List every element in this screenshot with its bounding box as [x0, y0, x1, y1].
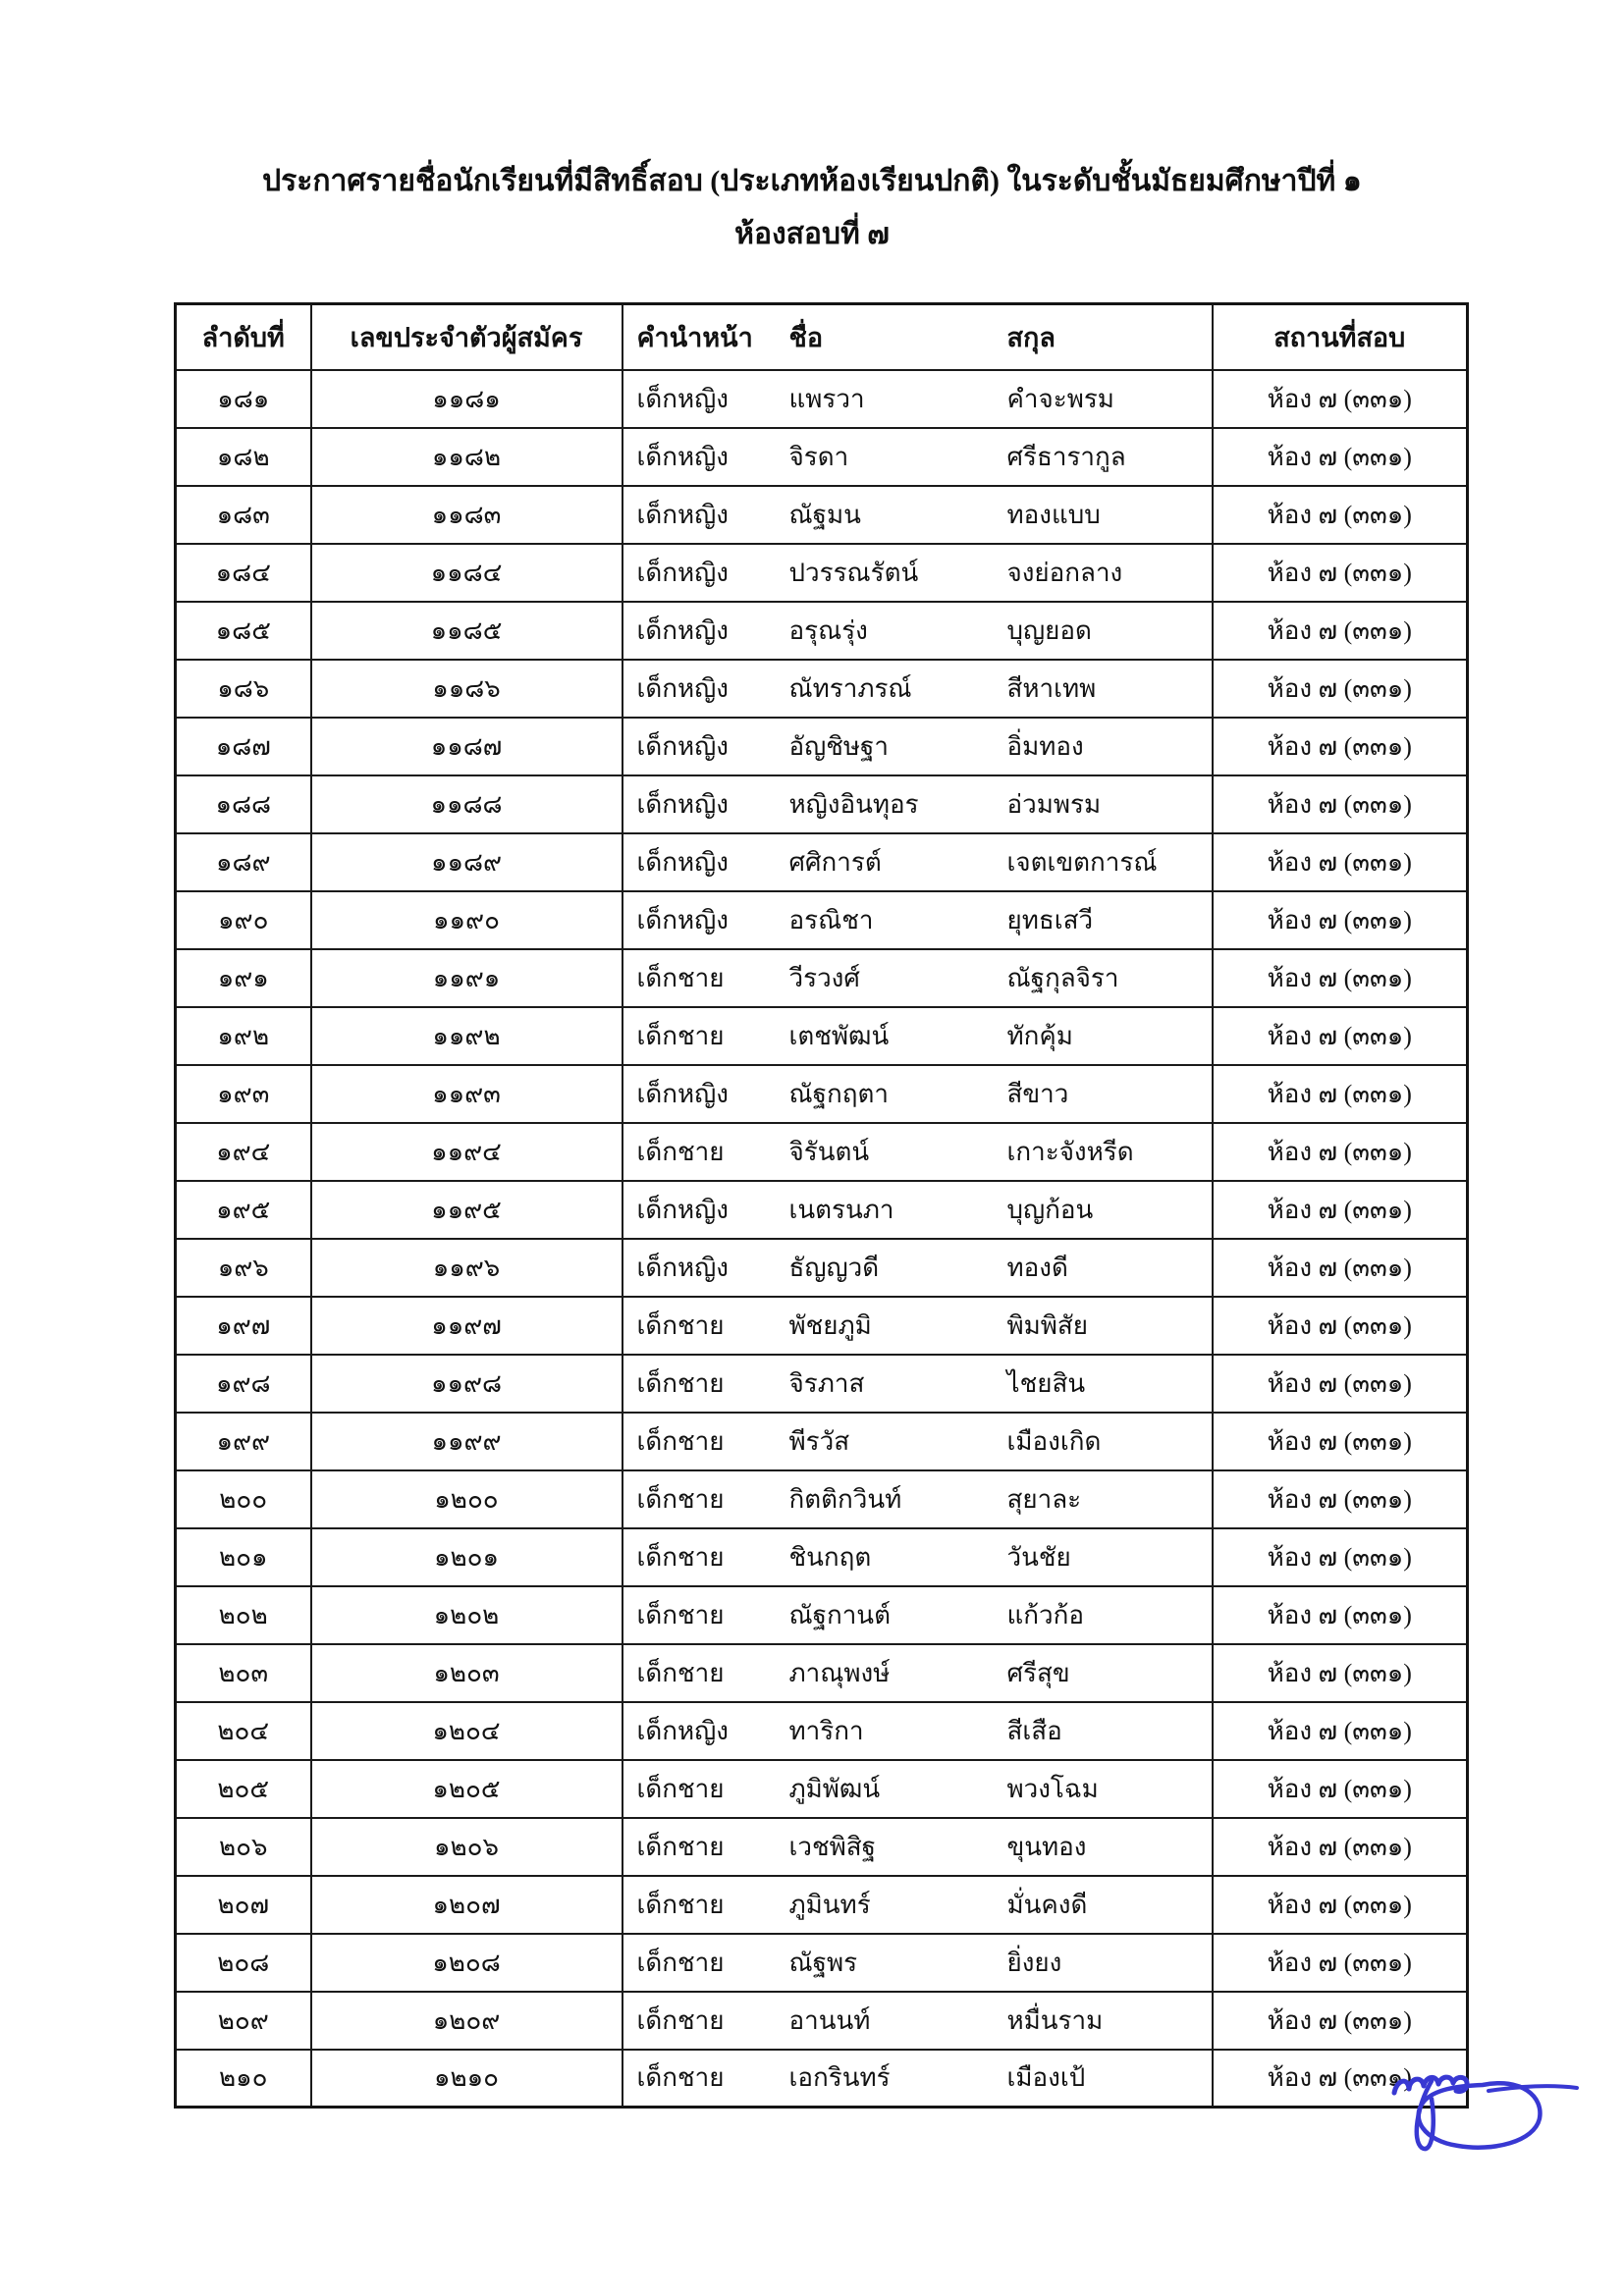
- cell-prefix: เด็กหญิง: [623, 718, 776, 775]
- cell-first-name: ณัฐกานต์: [776, 1586, 994, 1644]
- cell-order: ๑๘๘: [176, 775, 311, 833]
- cell-room: ห้อง ๗ (๓๓๑): [1213, 1702, 1468, 1760]
- table-row: [176, 1876, 1468, 1934]
- cell-order: ๑๙๖: [176, 1239, 311, 1297]
- cell-prefix: เด็กหญิง: [623, 428, 776, 486]
- cell-applicant-id: ๑๑๙๘: [311, 1355, 623, 1413]
- cell-first-name: ธัญญวดี: [776, 1239, 994, 1297]
- cell-order: ๑๘๕: [176, 602, 311, 660]
- cell-applicant-id: ๑๑๘๑: [311, 370, 623, 428]
- cell-last-name: ทักคุ้ม: [994, 1007, 1213, 1065]
- cell-first-name: ณัฐกฤตา: [776, 1065, 994, 1123]
- cell-room: ห้อง ๗ (๓๓๑): [1213, 833, 1468, 891]
- col-header-exam-location: สถานที่สอบ: [1213, 304, 1468, 370]
- cell-prefix: เด็กหญิง: [623, 1239, 776, 1297]
- page-title-line2: ห้องสอบที่ ๗: [734, 218, 890, 250]
- table-row: [176, 1470, 1468, 1528]
- cell-applicant-id: ๑๑๙๙: [311, 1413, 623, 1470]
- cell-order: ๑๙๑: [176, 949, 311, 1007]
- cell-applicant-id: ๑๒๑๐: [311, 2050, 623, 2108]
- cell-room: ห้อง ๗ (๓๓๑): [1213, 486, 1468, 544]
- cell-last-name: บุญก้อน: [994, 1181, 1213, 1239]
- cell-prefix: เด็กหญิง: [623, 891, 776, 949]
- cell-applicant-id: ๑๑๘๗: [311, 718, 623, 775]
- cell-first-name: ปวรรณรัตน์: [776, 544, 994, 602]
- cell-applicant-id: ๑๑๘๘: [311, 775, 623, 833]
- cell-room: ห้อง ๗ (๓๓๑): [1213, 1992, 1468, 2050]
- cell-room: ห้อง ๗ (๓๓๑): [1213, 660, 1468, 718]
- cell-last-name: ยุทธเสวี: [994, 891, 1213, 949]
- cell-prefix: เด็กชาย: [623, 2050, 776, 2108]
- table-row: [176, 660, 1468, 718]
- cell-last-name: บุญยอด: [994, 602, 1213, 660]
- page-title-line1: ประกาศรายชื่อนักเรียนที่มีสิทธิ์สอบ (ประเภทห้องเรียนปกติ) ในระดับชั้นมัธยมศึกษาปีที่ ๑: [262, 165, 1362, 197]
- cell-order: ๑๘๗: [176, 718, 311, 775]
- cell-room: ห้อง ๗ (๓๓๑): [1213, 1181, 1468, 1239]
- table-row: [176, 718, 1468, 775]
- cell-order: ๑๘๑: [176, 370, 311, 428]
- cell-room: ห้อง ๗ (๓๓๑): [1213, 370, 1468, 428]
- cell-first-name: ศศิการต์: [776, 833, 994, 891]
- cell-prefix: เด็กหญิง: [623, 370, 776, 428]
- table-row: [176, 370, 1468, 428]
- table-row: [176, 1123, 1468, 1181]
- cell-room: ห้อง ๗ (๓๓๑): [1213, 1528, 1468, 1586]
- cell-last-name: เมืองเกิด: [994, 1413, 1213, 1470]
- cell-applicant-id: ๑๒๐๑: [311, 1528, 623, 1586]
- table-row: [176, 1239, 1468, 1297]
- cell-prefix: เด็กหญิง: [623, 833, 776, 891]
- table-row: [176, 1528, 1468, 1586]
- cell-prefix: เด็กชาย: [623, 1413, 776, 1470]
- cell-applicant-id: ๑๒๐๒: [311, 1586, 623, 1644]
- cell-room: ห้อง ๗ (๓๓๑): [1213, 428, 1468, 486]
- cell-room: ห้อง ๗ (๓๓๑): [1213, 1644, 1468, 1702]
- cell-prefix: เด็กหญิง: [623, 602, 776, 660]
- cell-applicant-id: ๑๒๐๓: [311, 1644, 623, 1702]
- cell-applicant-id: ๑๑๘๖: [311, 660, 623, 718]
- cell-last-name: หมื่นราม: [994, 1992, 1213, 2050]
- cell-order: ๒๐๔: [176, 1702, 311, 1760]
- cell-prefix: เด็กชาย: [623, 1007, 776, 1065]
- cell-prefix: เด็กหญิง: [623, 1181, 776, 1239]
- cell-order: ๒๐๖: [176, 1818, 311, 1876]
- cell-last-name: ณัฐกุลจิรา: [994, 949, 1213, 1007]
- cell-room: ห้อง ๗ (๓๓๑): [1213, 1297, 1468, 1355]
- cell-room: ห้อง ๗ (๓๓๑): [1213, 1355, 1468, 1413]
- cell-prefix: เด็กชาย: [623, 1123, 776, 1181]
- cell-last-name: แก้วก้อ: [994, 1586, 1213, 1644]
- cell-applicant-id: ๑๒๐๕: [311, 1760, 623, 1818]
- cell-first-name: จิรดา: [776, 428, 994, 486]
- cell-room: ห้อง ๗ (๓๓๑): [1213, 718, 1468, 775]
- cell-first-name: เวชพิสิฐ: [776, 1818, 994, 1876]
- cell-last-name: ทองแบบ: [994, 486, 1213, 544]
- table-row: [176, 1818, 1468, 1876]
- cell-order: ๑๙๙: [176, 1413, 311, 1470]
- cell-first-name: วีรวงศ์: [776, 949, 994, 1007]
- cell-room: ห้อง ๗ (๓๓๑): [1213, 1413, 1468, 1470]
- cell-last-name: อ่วมพรม: [994, 775, 1213, 833]
- cell-last-name: จงย่อกลาง: [994, 544, 1213, 602]
- cell-room: ห้อง ๗ (๓๓๑): [1213, 544, 1468, 602]
- cell-prefix: เด็กชาย: [623, 1934, 776, 1992]
- cell-room: ห้อง ๗ (๓๓๑): [1213, 1876, 1468, 1934]
- table-row: [176, 486, 1468, 544]
- table-row: [176, 1760, 1468, 1818]
- cell-first-name: จิรภาส: [776, 1355, 994, 1413]
- cell-order: ๑๙๓: [176, 1065, 311, 1123]
- cell-order: ๒๐๙: [176, 1992, 311, 2050]
- table-row: [176, 1992, 1468, 2050]
- cell-order: ๒๐๐: [176, 1470, 311, 1528]
- cell-prefix: เด็กชาย: [623, 1586, 776, 1644]
- cell-first-name: ชินกฤต: [776, 1528, 994, 1586]
- cell-room: ห้อง ๗ (๓๓๑): [1213, 1239, 1468, 1297]
- table-row: [176, 1702, 1468, 1760]
- cell-last-name: คำจะพรม: [994, 370, 1213, 428]
- cell-order: ๑๘๙: [176, 833, 311, 891]
- table-row: [176, 1065, 1468, 1123]
- cell-last-name: ศรีธารากูล: [994, 428, 1213, 486]
- table-row: [176, 775, 1468, 833]
- cell-last-name: ยิ่งยง: [994, 1934, 1213, 1992]
- cell-prefix: เด็กชาย: [623, 949, 776, 1007]
- cell-first-name: จิรันตน์: [776, 1123, 994, 1181]
- cell-room: ห้อง ๗ (๓๓๑): [1213, 1586, 1468, 1644]
- cell-prefix: เด็กชาย: [623, 1992, 776, 2050]
- cell-first-name: เอกรินทร์: [776, 2050, 994, 2108]
- cell-prefix: เด็กหญิง: [623, 544, 776, 602]
- cell-last-name: เมืองเป้: [994, 2050, 1213, 2108]
- table-row: [176, 1007, 1468, 1065]
- cell-last-name: สีหาเทพ: [994, 660, 1213, 718]
- table-row: [176, 544, 1468, 602]
- col-header-prefix: คำนำหน้า: [623, 304, 776, 370]
- signature-tail: [1489, 2086, 1577, 2091]
- cell-order: ๑๙๐: [176, 891, 311, 949]
- cell-prefix: เด็กชาย: [623, 1355, 776, 1413]
- cell-first-name: พีรวัส: [776, 1413, 994, 1470]
- cell-first-name: เนตรนภา: [776, 1181, 994, 1239]
- cell-room: ห้อง ๗ (๓๓๑): [1213, 602, 1468, 660]
- table-row: [176, 428, 1468, 486]
- cell-first-name: พัชยภูมิ: [776, 1297, 994, 1355]
- cell-prefix: เด็กชาย: [623, 1644, 776, 1702]
- cell-applicant-id: ๑๒๐๐: [311, 1470, 623, 1528]
- student-roster-table: [174, 302, 1469, 2109]
- cell-first-name: อรุณรุ่ง: [776, 602, 994, 660]
- cell-first-name: ภูมินทร์: [776, 1876, 994, 1934]
- cell-prefix: เด็กหญิง: [623, 1065, 776, 1123]
- cell-order: ๒๑๐: [176, 2050, 311, 2108]
- cell-prefix: เด็กชาย: [623, 1876, 776, 1934]
- cell-applicant-id: ๑๑๙๔: [311, 1123, 623, 1181]
- cell-first-name: ทาริกา: [776, 1702, 994, 1760]
- cell-prefix: เด็กชาย: [623, 1760, 776, 1818]
- table-row: [176, 1586, 1468, 1644]
- cell-first-name: ณัทราภรณ์: [776, 660, 994, 718]
- cell-room: ห้อง ๗ (๓๓๑): [1213, 2050, 1468, 2108]
- cell-room: ห้อง ๗ (๓๓๑): [1213, 949, 1468, 1007]
- cell-applicant-id: ๑๑๘๙: [311, 833, 623, 891]
- cell-applicant-id: ๑๒๐๘: [311, 1934, 623, 1992]
- cell-first-name: ภาณุพงษ์: [776, 1644, 994, 1702]
- table-body: [176, 370, 1468, 2108]
- cell-first-name: เตชพัฒน์: [776, 1007, 994, 1065]
- cell-applicant-id: ๑๑๘๒: [311, 428, 623, 486]
- cell-order: ๑๘๓: [176, 486, 311, 544]
- cell-room: ห้อง ๗ (๓๓๑): [1213, 1470, 1468, 1528]
- cell-applicant-id: ๑๒๐๗: [311, 1876, 623, 1934]
- cell-applicant-id: ๑๑๘๓: [311, 486, 623, 544]
- cell-first-name: กิตติกวินท์: [776, 1470, 994, 1528]
- cell-order: ๑๘๔: [176, 544, 311, 602]
- col-header-last-name: สกุล: [994, 304, 1213, 370]
- cell-order: ๑๙๔: [176, 1123, 311, 1181]
- cell-prefix: เด็กหญิง: [623, 1702, 776, 1760]
- cell-order: ๑๙๒: [176, 1007, 311, 1065]
- cell-prefix: เด็กหญิง: [623, 486, 776, 544]
- cell-last-name: วันชัย: [994, 1528, 1213, 1586]
- cell-prefix: เด็กชาย: [623, 1470, 776, 1528]
- cell-last-name: พิมพิสัย: [994, 1297, 1213, 1355]
- cell-room: ห้อง ๗ (๓๓๑): [1213, 1934, 1468, 1992]
- cell-applicant-id: ๑๑๙๗: [311, 1297, 623, 1355]
- cell-applicant-id: ๑๑๙๐: [311, 891, 623, 949]
- cell-room: ห้อง ๗ (๓๓๑): [1213, 1123, 1468, 1181]
- cell-last-name: ไชยสิน: [994, 1355, 1213, 1413]
- cell-last-name: ทองดี: [994, 1239, 1213, 1297]
- table-row: [176, 602, 1468, 660]
- table-row: [176, 1297, 1468, 1355]
- cell-room: ห้อง ๗ (๓๓๑): [1213, 1818, 1468, 1876]
- col-header-order: ลำดับที่: [176, 304, 311, 370]
- cell-prefix: เด็กหญิง: [623, 660, 776, 718]
- cell-order: ๒๐๓: [176, 1644, 311, 1702]
- cell-order: ๒๐๑: [176, 1528, 311, 1586]
- cell-last-name: สุยาละ: [994, 1470, 1213, 1528]
- cell-order: ๒๐๘: [176, 1934, 311, 1992]
- cell-applicant-id: ๑๑๙๓: [311, 1065, 623, 1123]
- cell-order: ๑๘๖: [176, 660, 311, 718]
- cell-last-name: ขุนทอง: [994, 1818, 1213, 1876]
- cell-last-name: พวงโฉม: [994, 1760, 1213, 1818]
- table-row: [176, 833, 1468, 891]
- cell-order: ๑๙๕: [176, 1181, 311, 1239]
- cell-order: ๒๐๒: [176, 1586, 311, 1644]
- cell-applicant-id: ๑๒๐๙: [311, 1992, 623, 2050]
- table-header-row: [176, 304, 1468, 370]
- cell-prefix: เด็กชาย: [623, 1297, 776, 1355]
- cell-applicant-id: ๑๒๐๖: [311, 1818, 623, 1876]
- cell-applicant-id: ๑๑๘๔: [311, 544, 623, 602]
- cell-applicant-id: ๑๑๙๑: [311, 949, 623, 1007]
- cell-order: ๒๐๕: [176, 1760, 311, 1818]
- cell-order: ๑๙๘: [176, 1355, 311, 1413]
- table-row: [176, 891, 1468, 949]
- cell-room: ห้อง ๗ (๓๓๑): [1213, 775, 1468, 833]
- cell-last-name: มั่นคงดี: [994, 1876, 1213, 1934]
- table-row: [176, 1413, 1468, 1470]
- cell-prefix: เด็กชาย: [623, 1818, 776, 1876]
- cell-last-name: ศรีสุข: [994, 1644, 1213, 1702]
- cell-applicant-id: ๑๑๙๕: [311, 1181, 623, 1239]
- cell-last-name: สีเสือ: [994, 1702, 1213, 1760]
- cell-applicant-id: ๑๑๙๖: [311, 1239, 623, 1297]
- cell-applicant-id: ๑๑๙๒: [311, 1007, 623, 1065]
- cell-first-name: อัญชิษฐา: [776, 718, 994, 775]
- table-row: [176, 949, 1468, 1007]
- cell-prefix: เด็กชาย: [623, 1528, 776, 1586]
- cell-last-name: อิ่มทอง: [994, 718, 1213, 775]
- table-row: [176, 1355, 1468, 1413]
- cell-applicant-id: ๑๑๘๕: [311, 602, 623, 660]
- col-header-applicant-id: เลขประจำตัวผู้สมัคร: [311, 304, 623, 370]
- table-row: [176, 2050, 1468, 2108]
- cell-order: ๒๐๗: [176, 1876, 311, 1934]
- cell-room: ห้อง ๗ (๓๓๑): [1213, 1065, 1468, 1123]
- cell-first-name: แพรวา: [776, 370, 994, 428]
- cell-first-name: หญิงอินทุอร: [776, 775, 994, 833]
- table-row: [176, 1181, 1468, 1239]
- cell-last-name: สีขาว: [994, 1065, 1213, 1123]
- cell-room: ห้อง ๗ (๓๓๑): [1213, 891, 1468, 949]
- cell-last-name: เกาะจังหรีด: [994, 1123, 1213, 1181]
- cell-first-name: อานนท์: [776, 1992, 994, 2050]
- table-row: [176, 1934, 1468, 1992]
- cell-first-name: ณัฐมน: [776, 486, 994, 544]
- cell-first-name: ณัฐพร: [776, 1934, 994, 1992]
- cell-last-name: เจตเขตการณ์: [994, 833, 1213, 891]
- cell-first-name: ภูมิพัฒน์: [776, 1760, 994, 1818]
- page-title: [0, 155, 1624, 261]
- cell-room: ห้อง ๗ (๓๓๑): [1213, 1007, 1468, 1065]
- col-header-first-name: ชื่อ: [776, 304, 994, 370]
- cell-order: ๑๙๗: [176, 1297, 311, 1355]
- cell-prefix: เด็กหญิง: [623, 775, 776, 833]
- table-row: [176, 1644, 1468, 1702]
- cell-room: ห้อง ๗ (๓๓๑): [1213, 1760, 1468, 1818]
- cell-order: ๑๘๒: [176, 428, 311, 486]
- cell-applicant-id: ๑๒๐๔: [311, 1702, 623, 1760]
- cell-first-name: อรณิชา: [776, 891, 994, 949]
